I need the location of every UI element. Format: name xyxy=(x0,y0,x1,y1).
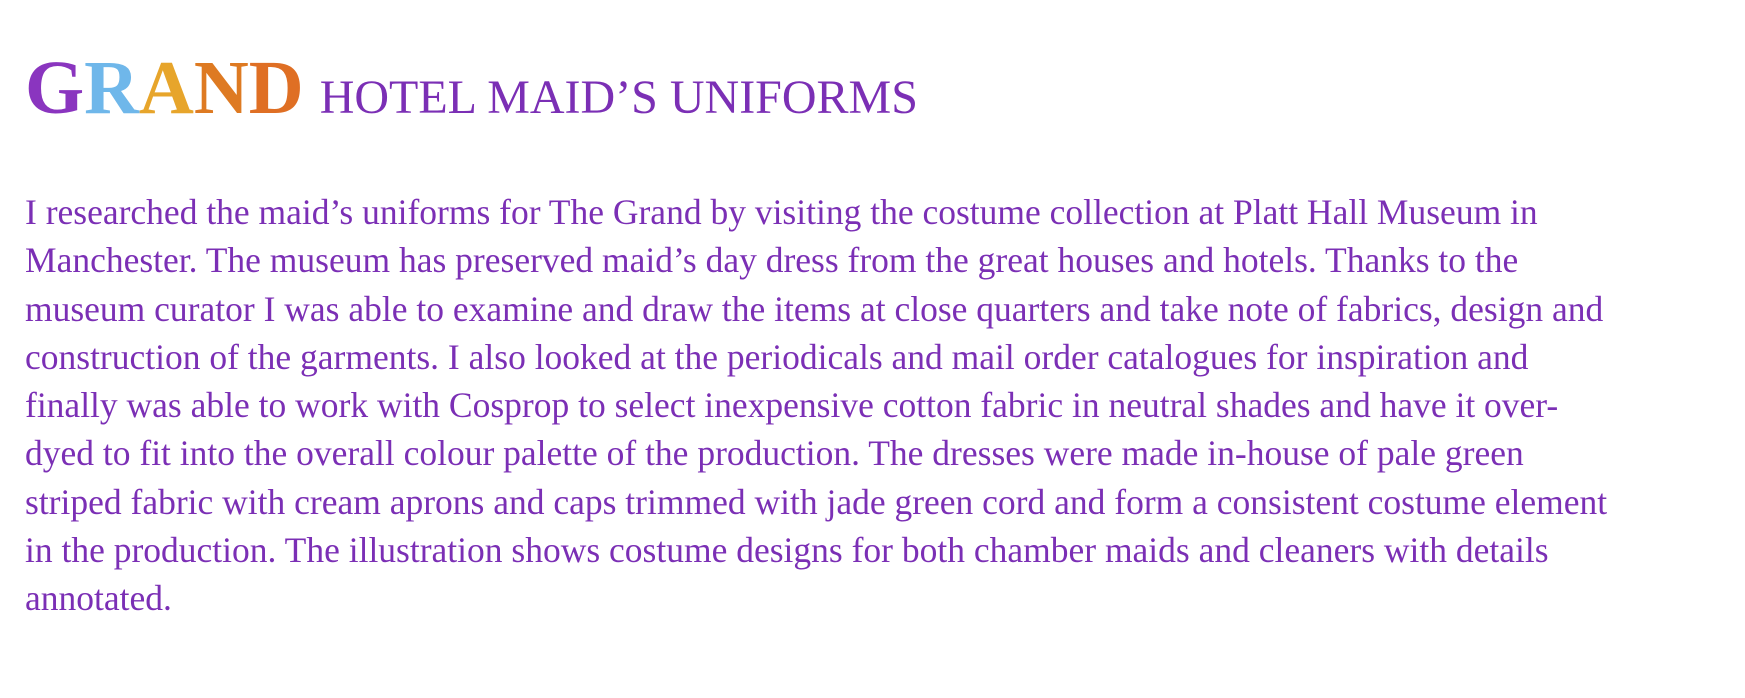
body-line: Manchester. The museum has preserved maid’s day dress from the great houses and hotels. Thanks to the xyxy=(25,240,1519,281)
body-line: finally was able to work with Cosprop to select inexpensive cotton fabric in neutral shades and have it over- xyxy=(25,385,1559,426)
body-line: in the production. The illustration shows costume designs for both chamber maids and cleaners with details xyxy=(25,530,1549,571)
body-line: I researched the maid’s uniforms for The Grand by visiting the costume collection at Platt Hall Museum in xyxy=(25,192,1538,232)
page-subtitle: HOTEL MAID’S UNIFORMS xyxy=(319,71,918,124)
body-line: dyed to fit into the overall colour palette of the production. The dresses were made in-house of pale green xyxy=(25,433,1524,474)
logo-letter-d: D xyxy=(248,46,304,130)
body-line: construction of the garments. I also looked at the periodicals and mail order catalogues for inspiration and xyxy=(25,336,1529,377)
logo-letter-r: R xyxy=(84,46,140,130)
logo-letter-n: N xyxy=(193,46,249,130)
body-line: museum curator I was able to examine and draw the items at close quarters and take note of fabrics, design and xyxy=(25,288,1604,329)
logo-letter-g: G xyxy=(25,46,85,130)
title-row xyxy=(25,46,918,130)
body-paragraph xyxy=(25,188,1735,623)
logo-letter-a: A xyxy=(139,46,194,130)
body-line: annotated. xyxy=(25,578,172,619)
grand-logo xyxy=(25,46,304,130)
body-line: striped fabric with cream aprons and caps trimmed with jade green cord and form a consistent costume element xyxy=(25,481,1608,522)
